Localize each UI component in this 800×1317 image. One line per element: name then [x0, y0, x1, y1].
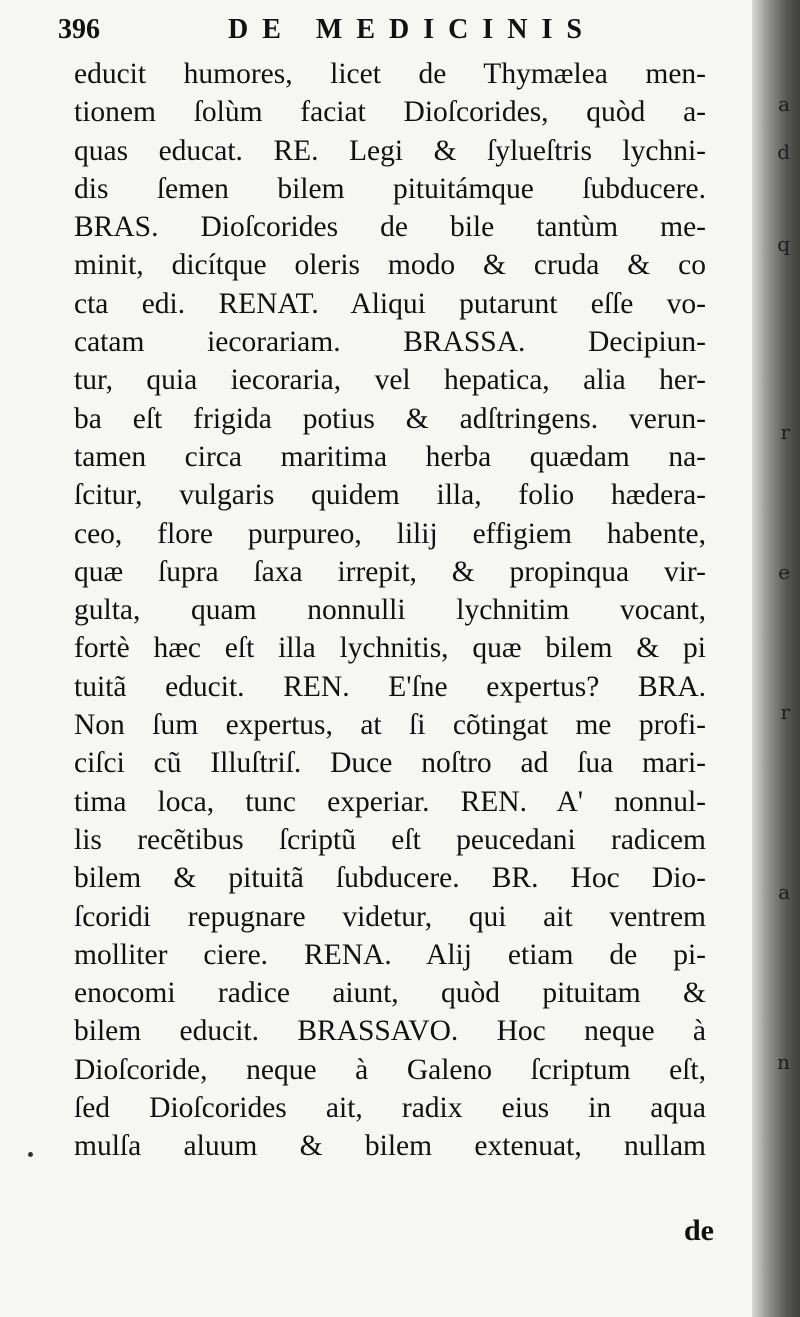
edge-bleed-mark: e [778, 560, 790, 584]
page-number: 396 [58, 14, 100, 45]
text-line: catam iecorariam. BRASSA. Decipiun- [74, 326, 706, 359]
text-line: quæ ſupra ſaxa irrepit, & propinqua vir- [74, 555, 706, 588]
margin-speck [28, 1152, 33, 1157]
edge-bleed-mark: n [777, 1050, 790, 1074]
text-line: bilem educit. BRASSAVO. Hoc neque à [74, 1015, 706, 1048]
text-line: ſcitur, vulgaris quidem illa, folio hædera- [74, 479, 706, 512]
edge-bleed-mark: q [777, 232, 790, 256]
text-line: ſed Dioſcorides ait, radix eius in aqua [74, 1092, 706, 1125]
text-line: Non ſum expertus, at ſi cõtingat me profi- [74, 709, 706, 742]
edge-bleed-mark: a [778, 92, 790, 116]
text-line: mulſa aluum & bilem extenuat, nullam [74, 1130, 706, 1163]
text-line: Dioſcoride, neque à Galeno ſcriptum eſt, [74, 1053, 706, 1086]
text-line: tur, quia iecoraria, vel hepatica, alia her- [74, 364, 706, 397]
running-head: DE MEDICINIS [228, 14, 596, 45]
text-line: ſcoridi repugnare videtur, qui ait ventrem [74, 900, 706, 933]
text-line: lis recẽtibus ſcriptũ eſt peucedani radicem [74, 823, 706, 856]
text-line: cta edi. RENAT. Aliqui putarunt eſſe vo- [74, 287, 706, 320]
text-line: tima loca, tunc experiar. REN. A' nonnul- [74, 785, 706, 818]
text-line: dis ſemen bilem pituitámque ſubducere. [74, 172, 706, 205]
text-line: quas educat. RE. Legi & ſylueſtris lychni- [74, 134, 706, 167]
catchword: de [684, 1214, 714, 1247]
text-line: tionem ſolùm faciat Dioſcorides, quòd a- [74, 96, 706, 129]
text-line: bilem & pituitã ſubducere. BR. Hoc Dio- [74, 862, 706, 895]
text-line: tamen circa maritima herba quædam na- [74, 440, 706, 473]
text-line: ciſci cũ Illuſtriſ. Duce noſtro ad ſua mari- [74, 747, 706, 780]
edge-bleed-mark: r [780, 700, 790, 724]
edge-bleed-mark: d [777, 140, 790, 164]
body-text [74, 55, 706, 1166]
text-line: BRAS. Dioſcorides de bile tantùm me- [74, 211, 706, 244]
text-line: molliter ciere. RENA. Alij etiam de pi- [74, 938, 706, 971]
text-line: educit humores, licet de Thymælea men- [74, 58, 706, 90]
binding-edge [752, 0, 800, 1317]
text-line: tuitã educit. REN. E'ſne expertus? BRA. [74, 670, 706, 703]
text-line: ba eſt frigida potius & adſtringens. verun- [74, 402, 706, 435]
edge-bleed-mark: a [778, 880, 790, 904]
text-line: ceo, flore purpureo, lilij effigiem habente, [74, 517, 706, 550]
text-line: fortè hæc eſt illa lychnitis, quæ bilem & pi [74, 632, 706, 665]
edge-bleed-mark: r [780, 420, 790, 444]
text-line: enocomi radice aiunt, quòd pituitam & [74, 977, 706, 1010]
text-line: gulta, quam nonnulli lychnitim vocant, [74, 594, 706, 627]
text-line: minit, dicítque oleris modo & cruda & co [74, 249, 706, 282]
